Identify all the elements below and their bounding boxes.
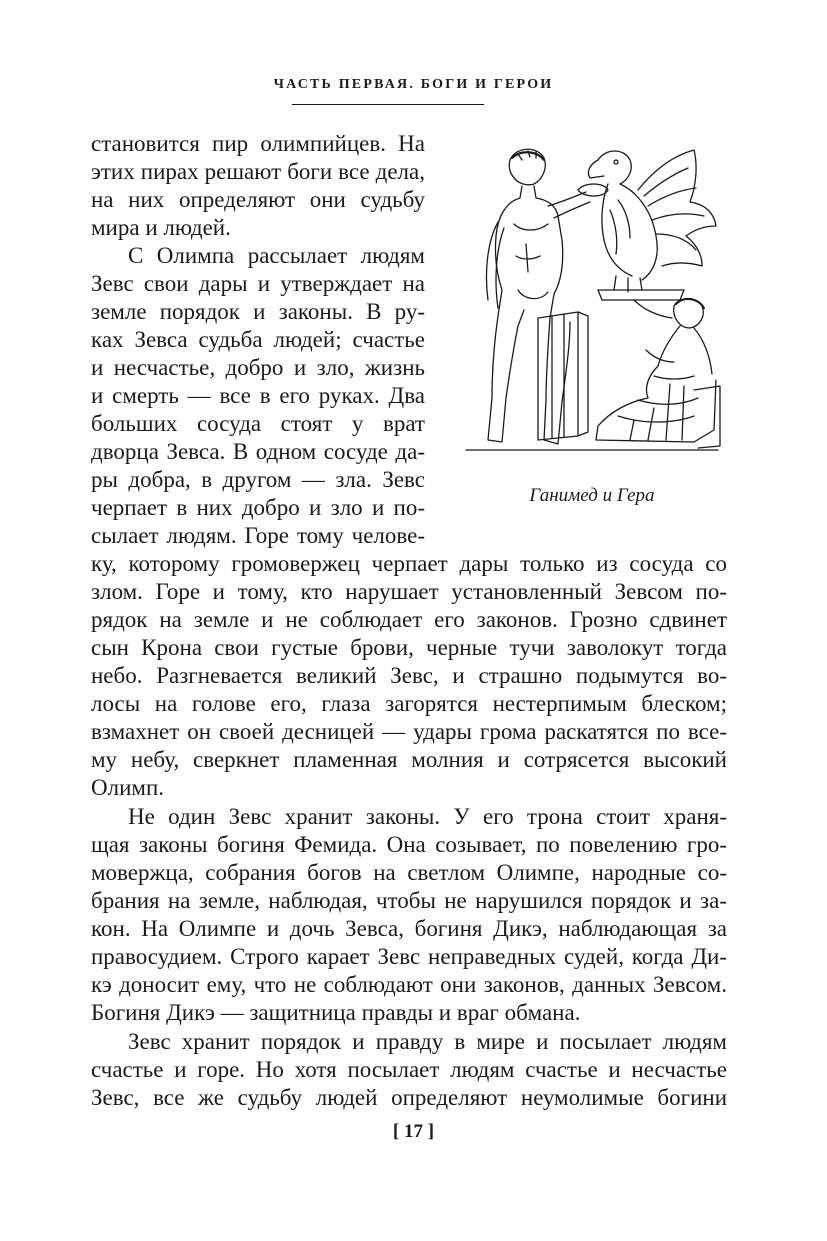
body-line: сылает людям. Горе тому челове- — [91, 523, 425, 548]
body-line: взмахнет он своей десницей — удары грома раскатятся по все- — [91, 719, 727, 744]
body-line: и несчастье, добро и зло, жизнь — [91, 355, 425, 380]
body-line: больших сосуда стоят у врат — [91, 411, 425, 436]
body-line: небо. Разгневается великий Зевс, и страшно подымутся во- — [91, 663, 727, 688]
body-line: мовержца, собрания богов на светлом Олимпе, народные со- — [91, 860, 727, 885]
body-line: кэ доносит ему, что не соблюдают они законов, данных Зевсом. — [91, 972, 727, 997]
body-line: Не один Зевс хранит законы. У его трона стоит храня- — [128, 804, 727, 829]
body-line: земле порядок и законы. В ру- — [91, 299, 425, 324]
body-line: дворца Зевса. В одном сосуде да- — [91, 439, 425, 464]
body-line: сын Крона свои густые брови, черные тучи заволокут тогда — [91, 635, 727, 660]
body-line: счастье и горе. Но хотя посылает людям счастье и несчастье — [91, 1057, 727, 1082]
body-line: брания на земле, наблюдая, чтобы не нарушился порядок и за- — [91, 888, 727, 913]
page-number: [ 17 ] — [392, 1121, 435, 1142]
body-line: правосудием. Строго карает Зевс неправедных судей, когда Ди- — [91, 944, 727, 969]
body-line: Зевс хранит порядок и правду в мире и посылает людям — [128, 1029, 727, 1054]
body-line: и смерть — все в его руках. Два — [91, 383, 425, 408]
body-line: му небу, сверкнет пламенная молния и сотрясется высокий — [91, 747, 727, 772]
body-line: Зевс свои дары и утверждает на — [91, 271, 425, 296]
body-line: С Олимпа рассылает людям — [128, 243, 425, 268]
body-line: ры добра, в другом — зла. Зевс — [91, 467, 425, 492]
body-line: лосы на голове его, глаза загорятся нестерпимым блеском; — [91, 691, 727, 716]
figure-caption: Ганимед и Гера — [529, 485, 655, 506]
body-line: Зевс, все же судьбу людей определяют неумолимые богини — [91, 1085, 727, 1110]
illustration — [458, 140, 726, 460]
body-line: рядок на земле и не соблюдает его законов. Грозно сдвинет — [91, 607, 727, 632]
body-line: кон. На Олимпе и дочь Зевса, богиня Дикэ, наблюдающая за — [91, 916, 727, 941]
body-line: щая законы богиня Фемида. Она созывает, по повелению гро- — [91, 832, 727, 857]
body-line: ку, которому громовержец черпает дары только из сосуда со — [91, 551, 727, 576]
body-line: Богиня Дикэ — защитница правды и враг обмана. — [91, 1000, 581, 1025]
engraving-icon — [458, 140, 726, 460]
body-line: мира и людей. — [91, 215, 231, 240]
header-rule — [292, 104, 484, 105]
body-line: на них определяют они судьбу — [91, 187, 425, 212]
body-line: злом. Горе и тому, кто нарушает установленный Зевсом по- — [91, 579, 727, 604]
running-head: ЧАСТЬ ПЕРВАЯ. БОГИ И ГЕРОИ — [273, 77, 554, 92]
body-line: Олимп. — [91, 775, 165, 800]
body-line: ках Зевса судьба людей; счастье — [91, 327, 425, 352]
body-line: этих пирах решают боги все дела, — [91, 159, 425, 184]
body-line: становится пир олимпийцев. На — [91, 131, 425, 156]
body-line: черпает в них добро и зло и по- — [91, 495, 425, 520]
